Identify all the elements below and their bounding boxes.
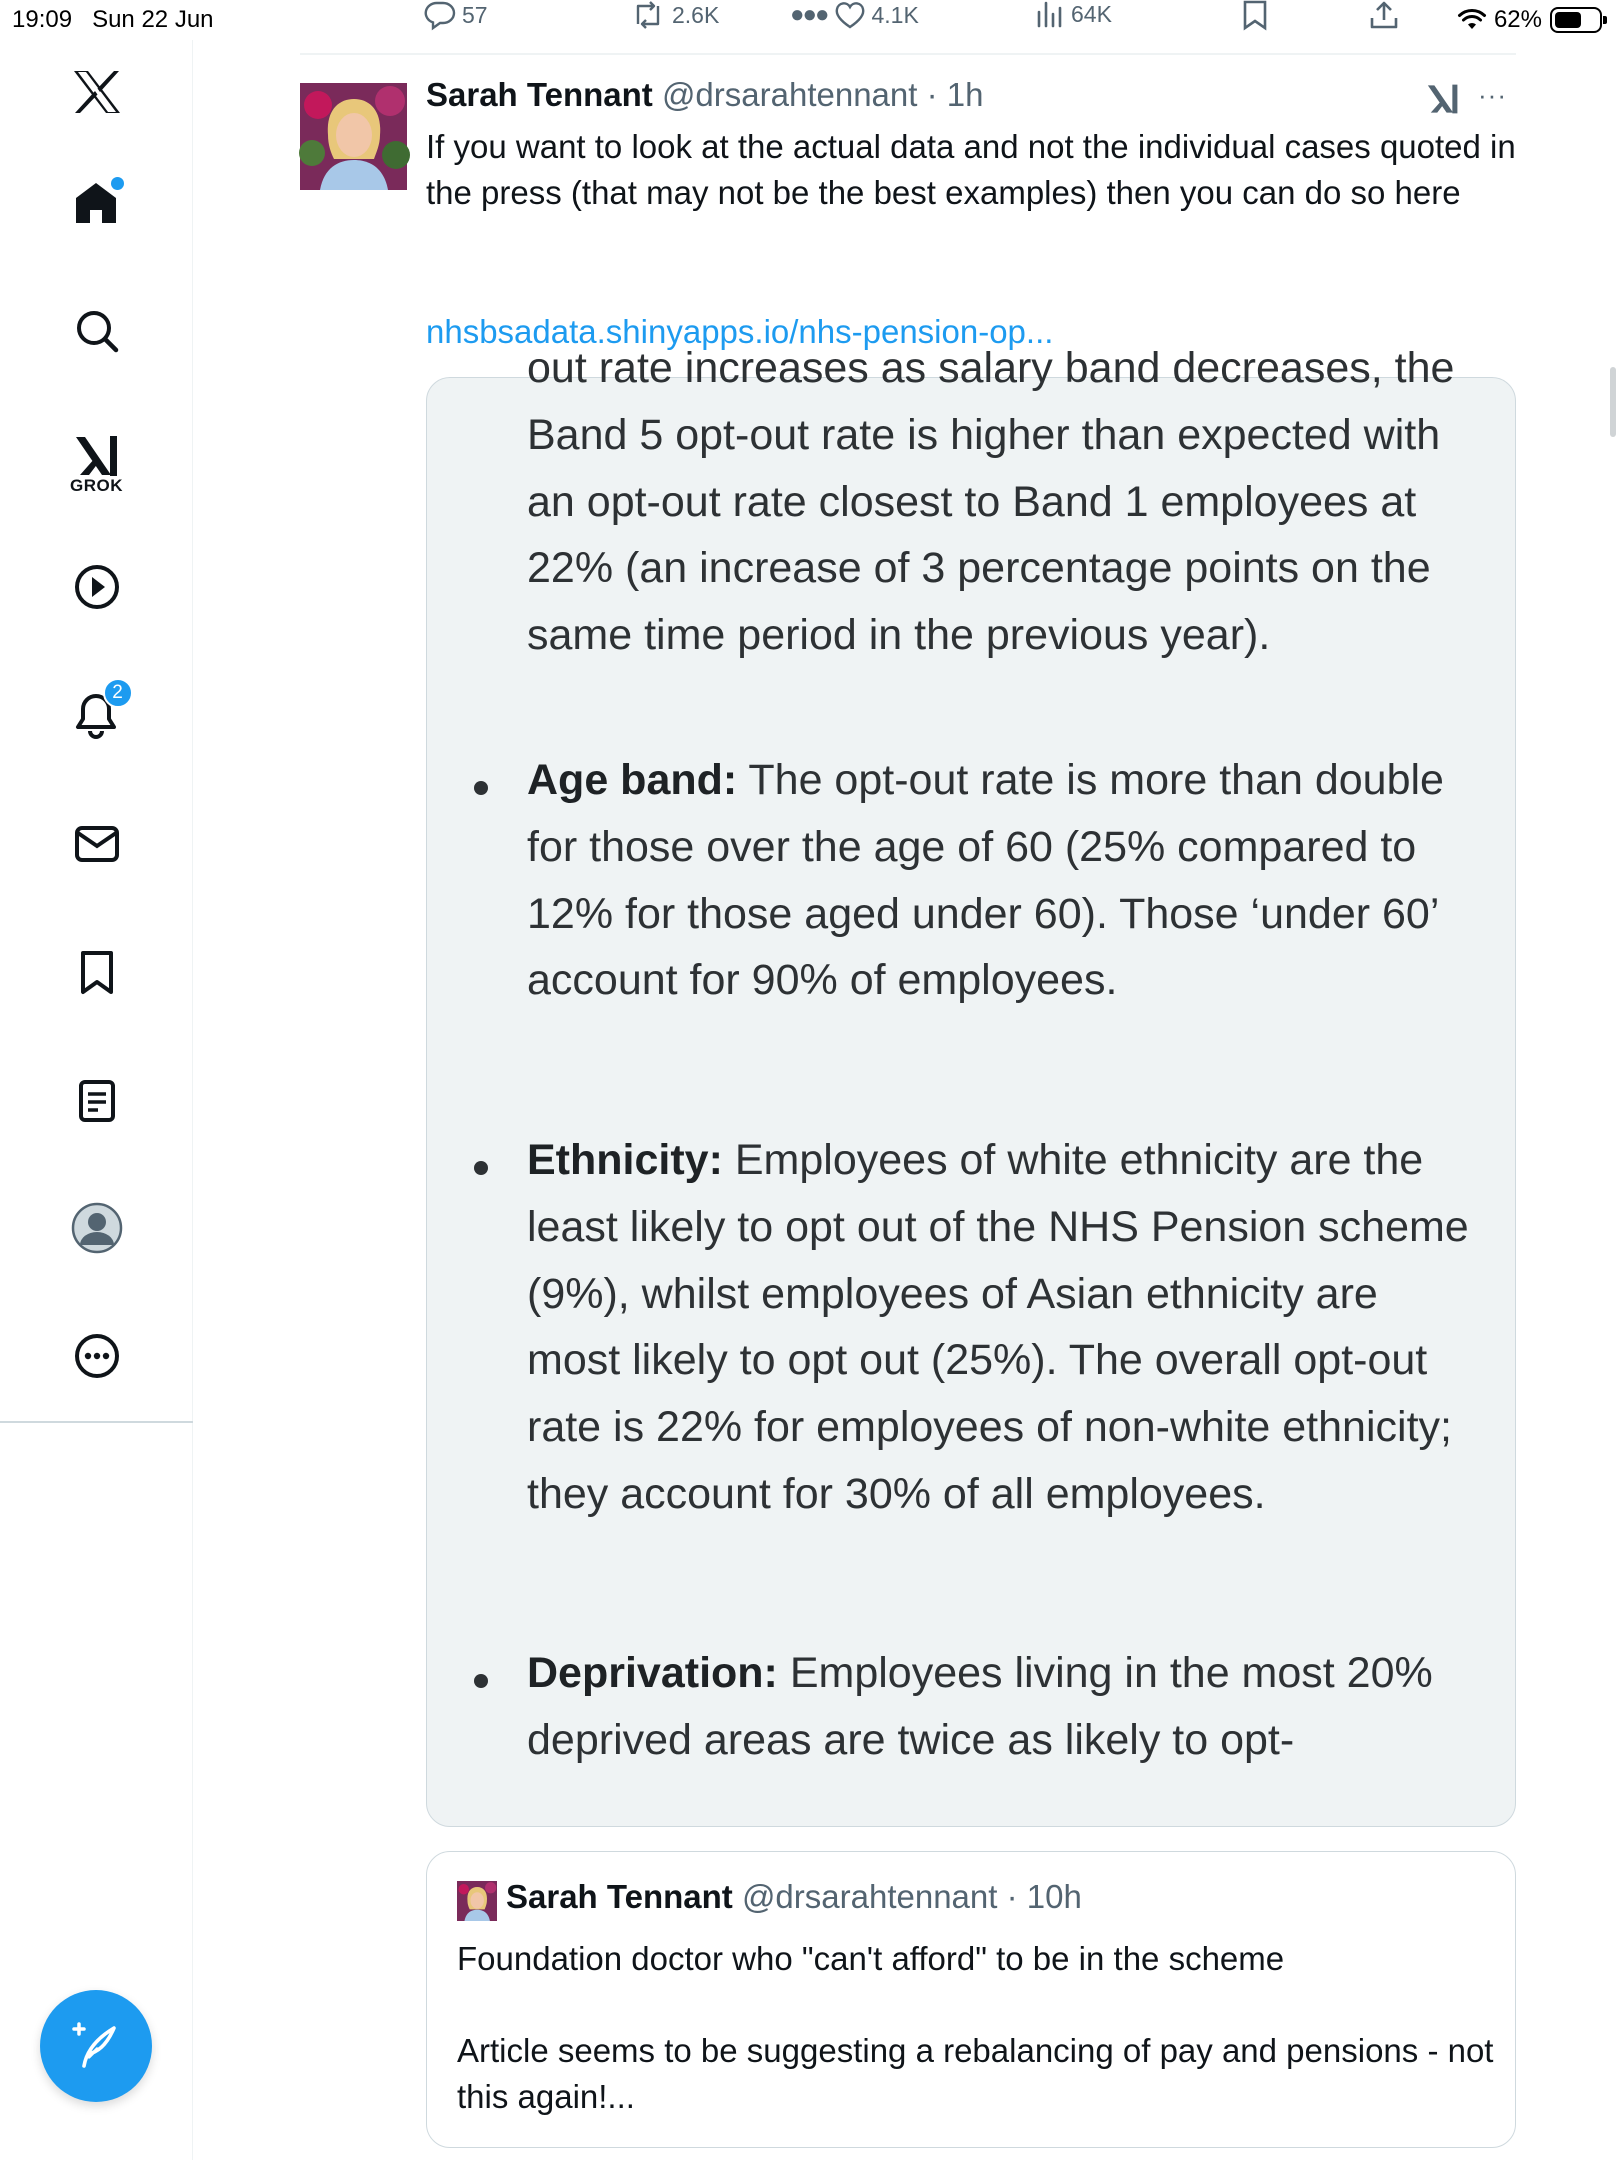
tweet-image[interactable] xyxy=(426,344,1516,1827)
status-time xyxy=(12,6,214,34)
quoted-tweet-text xyxy=(457,1936,1497,2120)
tweet-header xyxy=(426,76,983,114)
bullet-dot xyxy=(474,781,488,795)
bullet-heading: Ethnicity: xyxy=(527,1136,723,1184)
bullet-deprivation xyxy=(527,1640,1477,1774)
tweet-link[interactable]: nhsbsadata.shinyapps.io/nhs-pension-op... xyxy=(426,313,1054,350)
bookmark-icon xyxy=(79,950,115,996)
author-name[interactable]: Sarah Tennant xyxy=(426,76,653,113)
overflow-dots-icon: ●●● xyxy=(790,1,828,28)
bullet-body: The opt-out rate is more than double for those over the age of 60 (25% compared to 12% for those aged under 60). Those ‘under 60’ account for 90% of employees. xyxy=(527,756,1444,1005)
bullet-heading: Deprivation: xyxy=(527,1649,778,1697)
view-count: 64K xyxy=(1071,0,1112,27)
grok-icon xyxy=(1425,82,1461,116)
repost-icon xyxy=(630,0,666,30)
quoted-avatar-image xyxy=(457,1881,497,1921)
bookmark-button[interactable] xyxy=(1242,0,1268,30)
mail-icon xyxy=(74,824,120,864)
author-avatar-image xyxy=(300,83,407,190)
list-icon xyxy=(78,1079,116,1123)
more-icon xyxy=(74,1333,120,1379)
sidebar-item-messages[interactable] xyxy=(0,804,193,884)
sidebar-item-notifications[interactable] xyxy=(0,676,193,756)
sidebar-item-bookmarks[interactable] xyxy=(0,933,193,1013)
x-logo-icon xyxy=(72,69,122,115)
compose-feather-icon xyxy=(70,2021,122,2071)
share-button[interactable] xyxy=(1368,0,1400,30)
views-button[interactable] xyxy=(1035,0,1112,28)
reply-icon xyxy=(424,0,456,30)
clock: 19:09 xyxy=(12,6,73,33)
home-icon-wrap xyxy=(73,180,121,228)
previous-tweet-actions xyxy=(300,0,1520,40)
sidebar xyxy=(0,40,193,2160)
bullet-age-band xyxy=(527,747,1477,1014)
bullet-ethnicity xyxy=(527,1127,1477,1528)
notification-badge: 2 xyxy=(103,678,133,708)
scrollbar[interactable] xyxy=(1610,367,1616,437)
tweet-more-icon[interactable]: ··· xyxy=(1478,80,1507,110)
bullet-body: Employees living in the most 20% deprived areas are twice as likely to opt- xyxy=(527,1649,1433,1764)
quoted-author-handle: @drsarahtennant xyxy=(741,1878,998,1915)
author-handle[interactable]: @drsarahtennant xyxy=(661,76,918,113)
like-count: 4.1K xyxy=(871,1,919,28)
date: Sun 22 Jun xyxy=(92,6,214,33)
like-button[interactable] xyxy=(790,0,919,30)
grok-label: GROK xyxy=(70,476,123,495)
divider xyxy=(300,53,1516,55)
grok-icon xyxy=(72,434,122,478)
bell-icon-wrap xyxy=(73,682,123,740)
repost-count: 2.6K xyxy=(672,1,720,28)
repost-button[interactable] xyxy=(630,0,719,30)
reply-count: 57 xyxy=(462,1,488,28)
x-logo[interactable] xyxy=(0,52,193,132)
bullet-dot xyxy=(474,1161,488,1175)
quoted-tweet[interactable] xyxy=(426,1851,1516,2148)
sidebar-item-more[interactable] xyxy=(0,1316,193,1396)
compose-post-button[interactable] xyxy=(40,1990,152,2102)
bookmark-icon xyxy=(1242,0,1268,30)
heart-icon xyxy=(834,0,866,30)
grok-explain-button[interactable] xyxy=(1425,82,1461,121)
sidebar-item-explore[interactable] xyxy=(0,291,193,371)
author-avatar[interactable] xyxy=(300,83,407,190)
quoted-author-name: Sarah Tennant xyxy=(506,1878,733,1915)
battery-icon xyxy=(1550,7,1602,33)
tweet-text: If you want to look at the actual data and not the individual cases quoted in the press (that may not be the best examples) then you can do so here xyxy=(426,128,1516,211)
play-icon xyxy=(74,564,120,610)
sidebar-item-lists[interactable] xyxy=(0,1061,193,1141)
sidebar-item-home[interactable] xyxy=(0,164,193,244)
bullet-dot xyxy=(474,1674,488,1688)
profile-avatar-icon xyxy=(71,1202,123,1254)
quoted-line: Foundation doctor who "can't afford" to be in the scheme xyxy=(457,1940,1285,1977)
quoted-tweet-header xyxy=(506,1878,1082,1916)
sidebar-item-profile[interactable] xyxy=(0,1188,193,1268)
share-icon xyxy=(1368,0,1400,30)
sidebar-divider xyxy=(0,1421,193,1423)
image-intro-paragraph: out rate increases as salary band decreases, the Band 5 opt-out rate is higher than expected with an opt-out rate closest to Band 1 employees at 22% (an increase of 3 percentage points on the same time period in the previous year). xyxy=(527,344,1455,660)
bullet-body: Employees of white ethnicity are the least likely to opt out of the NHS Pension scheme (9%), whilst employees of Asian ethnicity are most likely to opt out (25%). The overall opt-out rate is 22% for employees of non-white ethnicity; they account for 30% of all employees. xyxy=(527,1136,1469,1518)
quoted-line: Article seems to be suggesting a rebalancing of pay and pensions - not this again!... xyxy=(457,2032,1494,2115)
sidebar-item-video[interactable] xyxy=(0,547,193,627)
quoted-tweet-time: · 10h xyxy=(1006,1878,1082,1915)
tweet-time[interactable]: · 1h xyxy=(926,76,984,113)
search-icon xyxy=(75,309,119,353)
battery-percent: 62% xyxy=(1493,6,1542,33)
views-icon xyxy=(1035,0,1065,28)
quoted-author-avatar xyxy=(457,1881,497,1921)
home-unread-dot xyxy=(111,177,124,190)
battery-level xyxy=(1555,12,1581,28)
reply-button[interactable] xyxy=(424,0,488,30)
bullet-heading: Age band: xyxy=(527,756,738,804)
